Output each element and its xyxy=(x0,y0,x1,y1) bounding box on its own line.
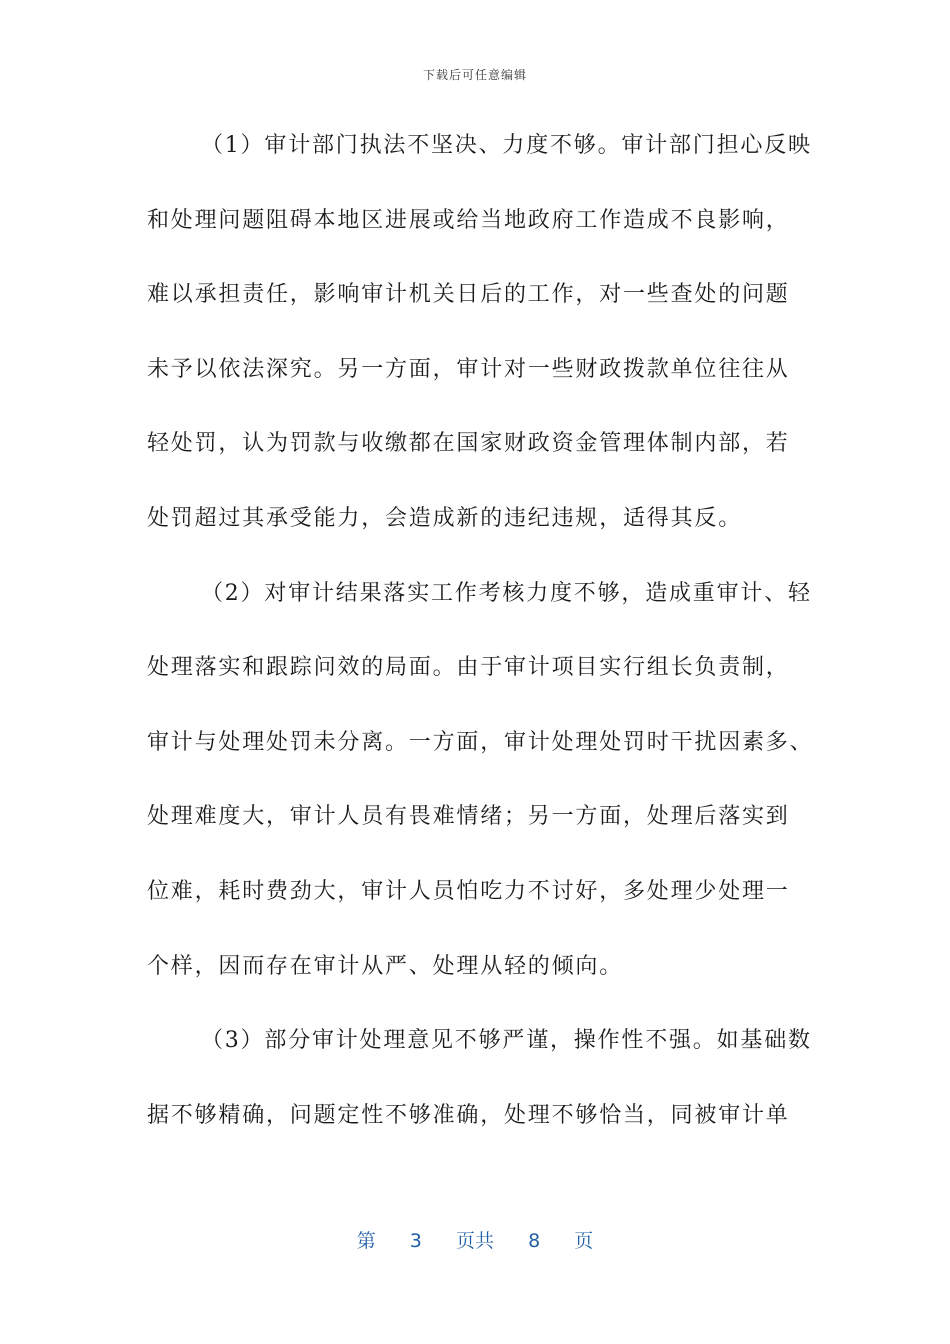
paragraph-1-line-4: 未予以依法深究。另一方面，审计对一些财政拨款单位往往从 xyxy=(147,356,790,382)
page-footer xyxy=(0,1226,950,1253)
footer-page-label: 第 xyxy=(356,1230,376,1252)
paragraph-2-line-6: 个样，因而存在审计从严、处理从轻的倾向。 xyxy=(147,953,624,979)
page-header: 下载后可任意编辑 xyxy=(422,68,527,82)
paragraph-2-line-4: 处理难度大，审计人员有畏难情绪；另一方面，处理后落实到 xyxy=(147,804,790,830)
paragraph-3-line-2: 据不够精确，问题定性不够准确，处理不够恰当，同被审计单 xyxy=(147,1102,790,1128)
paragraph-2-line-5: 位难，耗时费劲大，审计人员怕吃力不讨好，多处理少处理一 xyxy=(147,878,790,904)
paragraph-1-line-1: （1）审计部门执法不坚决、力度不够。审计部门担心反映 xyxy=(201,133,812,158)
paragraph-2-line-2: 处理落实和跟踪问效的局面。由于审计项目实行组长负责制， xyxy=(147,655,790,681)
footer-page-number: 3 xyxy=(409,1230,422,1252)
paragraph-2-line-3: 审计与处理处罚未分离。一方面，审计处理处罚时干扰因素多、 xyxy=(147,729,814,755)
paragraph-1-line-2: 和处理问题阻碍本地区进展或给当地政府工作造成不良影响， xyxy=(147,207,790,233)
document-body xyxy=(147,124,814,1168)
footer-total-suffix: 页 xyxy=(574,1230,594,1252)
footer-page-suffix: 页共 xyxy=(455,1230,494,1252)
paragraph-3-line-1: （3）部分审计处理意见不够严谨，操作性不强。如基础数 xyxy=(201,1028,812,1054)
paragraph-1-line-6: 处罚超过其承受能力，会造成新的违纪违规，适得其反。 xyxy=(147,505,743,531)
footer-total-pages: 8 xyxy=(528,1230,541,1252)
paragraph-1-line-5: 轻处罚，认为罚款与收缴都在国家财政资金管理体制内部，若 xyxy=(147,431,790,457)
paragraph-1-line-3: 难以承担责任，影响审计机关日后的工作，对一些查处的问题 xyxy=(147,282,790,308)
paragraph-2-line-1: （2）对审计结果落实工作考核力度不够，造成重审计、轻 xyxy=(201,580,812,606)
